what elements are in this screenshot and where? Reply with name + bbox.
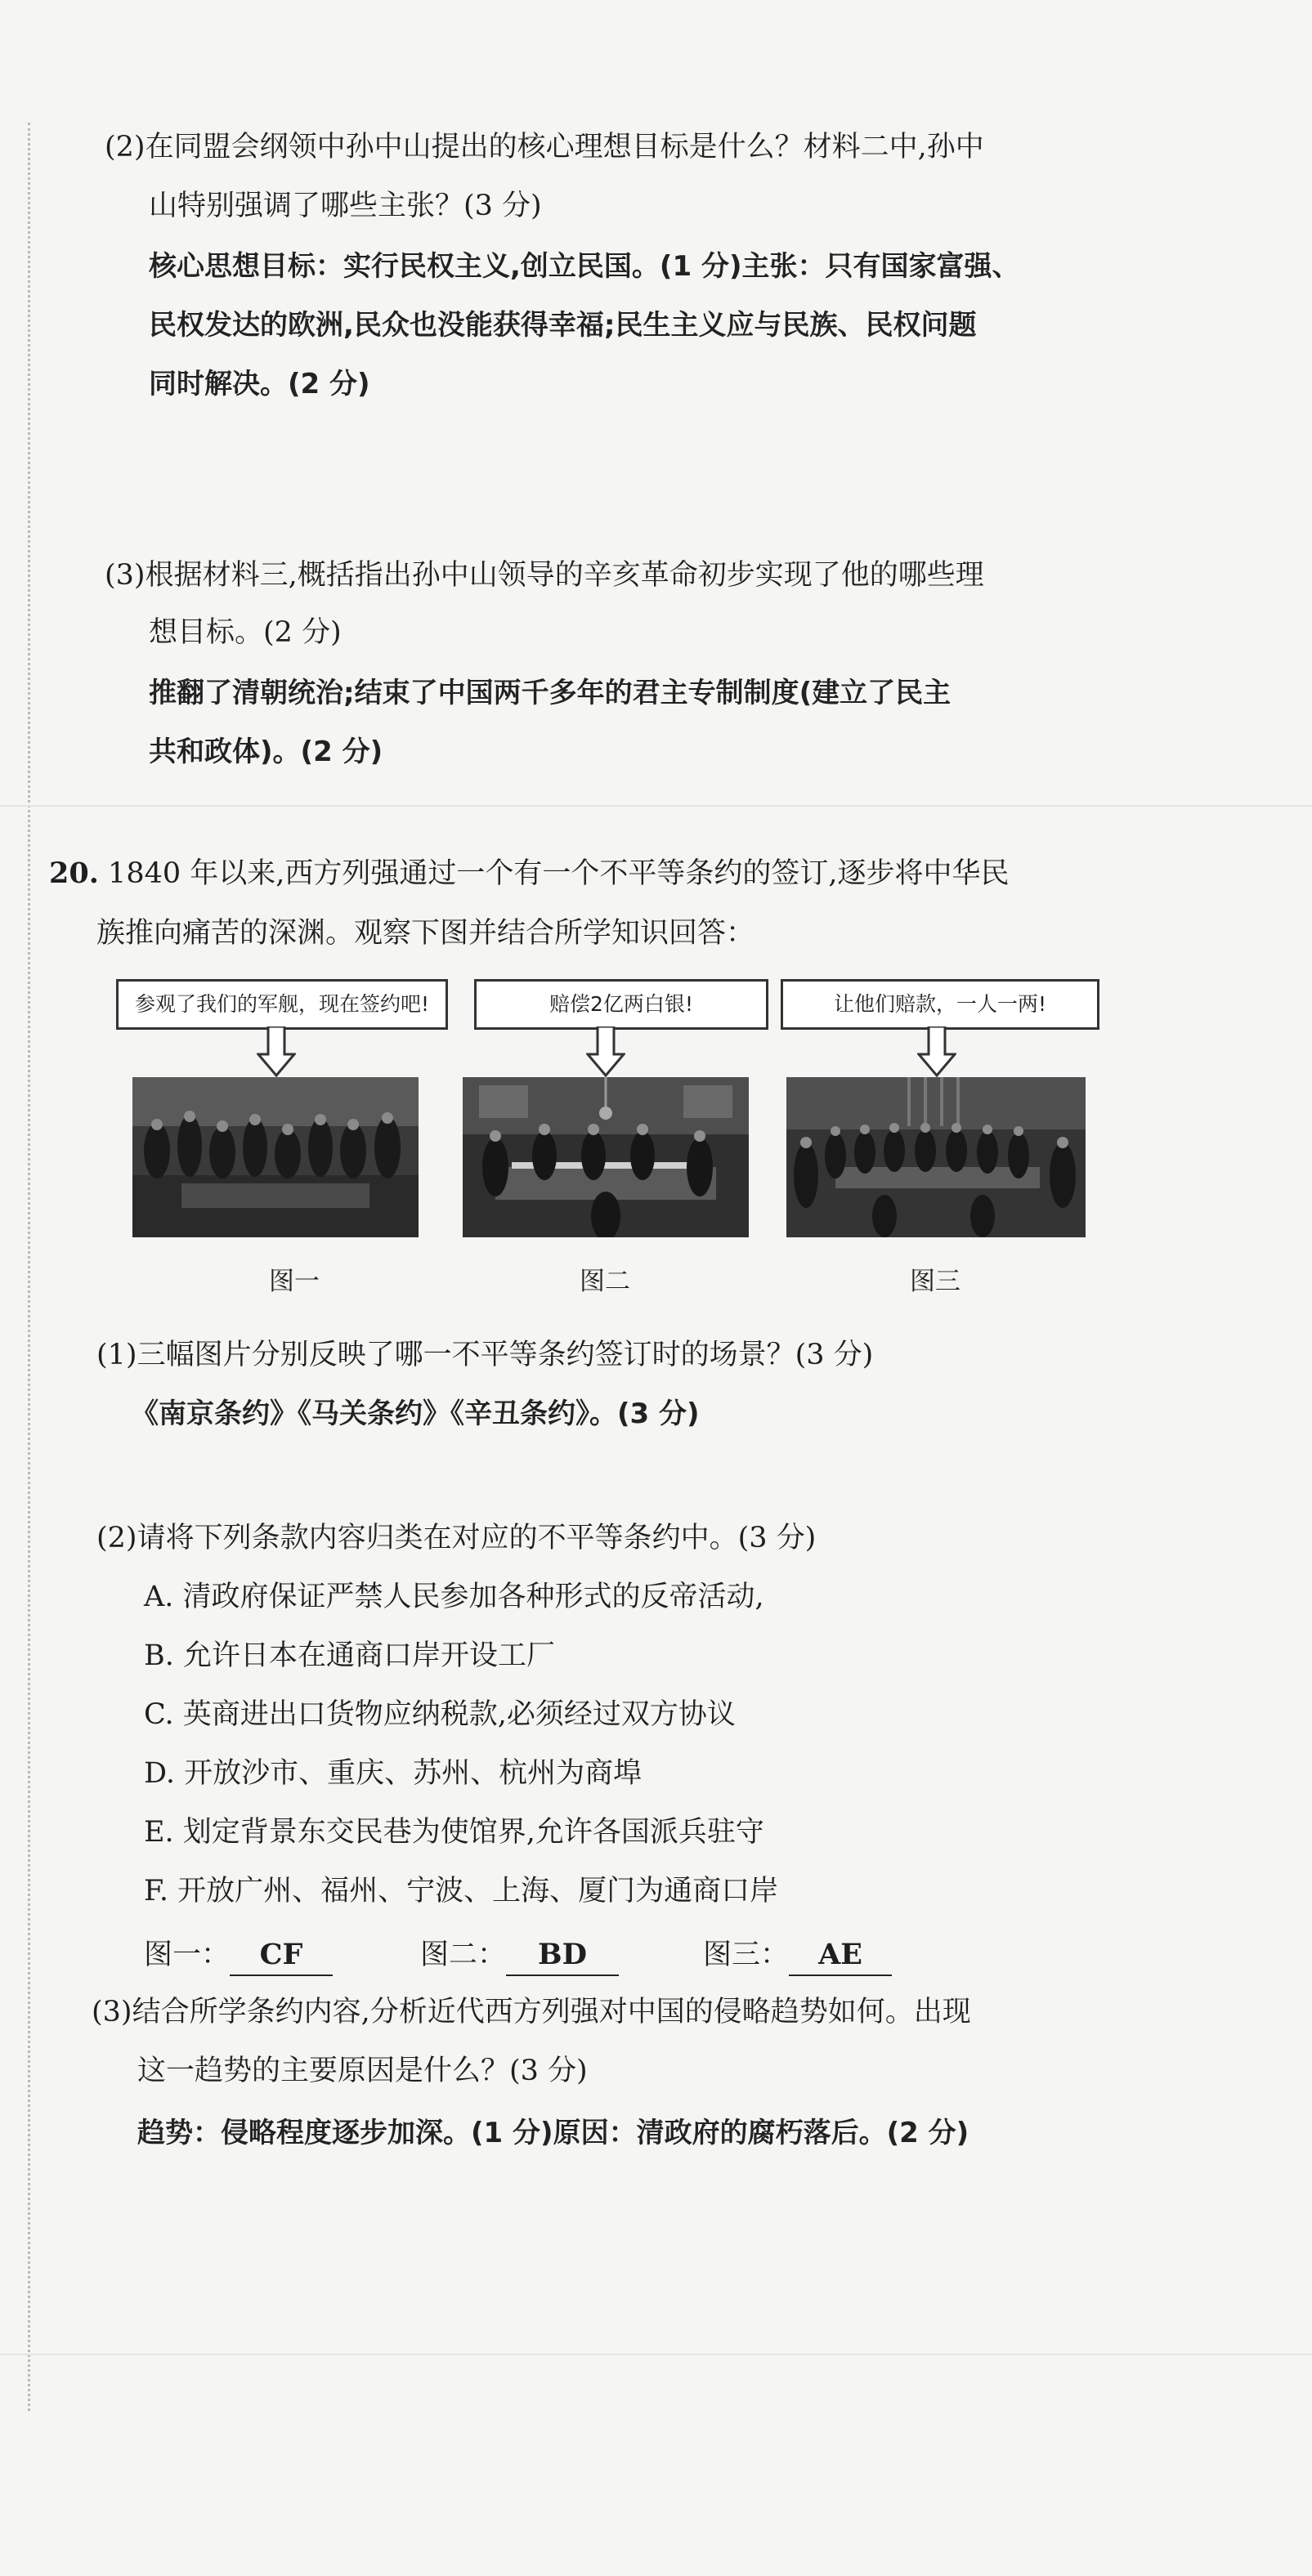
figure3-photo bbox=[786, 1077, 1086, 1237]
figure1-photo bbox=[132, 1077, 419, 1237]
fill-figure2 bbox=[420, 1935, 619, 1976]
figure3-caption: 图三 bbox=[910, 1267, 960, 1296]
page-bottom-rule bbox=[0, 2354, 1312, 2355]
section-divider bbox=[0, 805, 1312, 807]
fill-label: 图三： bbox=[703, 1939, 790, 1971]
q19-part2-answer-line3: 同时解决。(2 分) bbox=[149, 368, 370, 400]
q20-stem-text1: 1840 年以来,西方列强通过一个有一个不平等条约的签订,逐步将中华民 bbox=[108, 857, 1010, 890]
q20-stem-line2: 族推向痛苦的深渊。观察下图并结合所学知识回答： bbox=[96, 917, 755, 950]
option-c: C. 英商进出口货物应纳税款,必须经过双方协议 bbox=[144, 1698, 736, 1731]
q19-part3-question-line2: 想目标。(2 分) bbox=[149, 616, 342, 649]
figure2-caption: 图二 bbox=[580, 1267, 630, 1296]
q20-part3-question-line2: 这一趋势的主要原因是什么？(3 分) bbox=[137, 2055, 588, 2087]
fill-label: 图二： bbox=[420, 1939, 507, 1971]
fill-answer: AE bbox=[789, 1935, 892, 1976]
option-b: B. 允许日本在通商口岸开设工厂 bbox=[144, 1639, 555, 1672]
option-e: E. 划定背景东交民巷为使馆界,允许各国派兵驻守 bbox=[144, 1816, 764, 1849]
option-f: F. 开放广州、福州、宁波、上海、厦门为通商口岸 bbox=[144, 1875, 779, 1907]
q19-part2-question-line2: 山特别强调了哪些主张？(3 分) bbox=[149, 190, 542, 222]
figure1-caption: 图一 bbox=[269, 1267, 320, 1296]
figure2-speech-bubble: 赔偿2亿两白银! bbox=[474, 979, 768, 1030]
option-d: D. 开放沙市、重庆、苏州、杭州为商埠 bbox=[144, 1757, 643, 1790]
binding-margin-line bbox=[28, 123, 30, 2411]
q20-stem-line1 bbox=[49, 854, 1010, 893]
fill-figure1 bbox=[144, 1935, 333, 1976]
figure2-photo bbox=[463, 1077, 749, 1237]
q19-part2-answer-line2: 民权发达的欧洲,民众也没能获得幸福;民生主义应与民族、民权问题 bbox=[149, 309, 977, 342]
q19-part2-answer-line1: 核心思想目标：实行民权主义,创立民国。(1 分)主张：只有国家富强、 bbox=[149, 250, 1020, 283]
q20-part3-answer: 趋势：侵略程度逐步加深。(1 分)原因：清政府的腐朽落后。(2 分) bbox=[137, 2117, 969, 2149]
option-a: A. 清政府保证严禁人民参加各种形式的反帝活动, bbox=[144, 1581, 764, 1613]
q20-part1-answer: 《南京条约》《马关条约》《辛丑条约》。(3 分) bbox=[131, 1398, 700, 1430]
fill-answer: BD bbox=[506, 1935, 619, 1976]
fill-label: 图一： bbox=[144, 1939, 231, 1971]
q19-part2-question-line1: (2)在同盟会纲领中孙中山提出的核心理想目标是什么？材料二中,孙中 bbox=[105, 131, 984, 163]
q19-part3-answer-line2: 共和政体)。(2 分) bbox=[149, 736, 383, 768]
down-arrow-icon bbox=[586, 1026, 625, 1077]
down-arrow-icon bbox=[257, 1026, 296, 1077]
fill-figure3 bbox=[703, 1935, 892, 1976]
question-number: 20. bbox=[49, 856, 99, 890]
q19-part3-answer-line1: 推翻了清朝统治;结束了中国两千多年的君主专制制度(建立了民主 bbox=[149, 677, 952, 709]
fill-answer: CF bbox=[230, 1935, 333, 1976]
q20-part1-question: (1)三幅图片分别反映了哪一不平等条约签订时的场景？(3 分) bbox=[96, 1339, 874, 1371]
down-arrow-icon bbox=[917, 1026, 956, 1077]
figure1-speech-bubble: 参观了我们的军舰，现在签约吧! bbox=[116, 979, 448, 1030]
q20-part2-question: (2)请将下列条款内容归类在对应的不平等条约中。(3 分) bbox=[96, 1522, 817, 1554]
q19-part3-question-line1: (3)根据材料三,概括指出孙中山领导的辛亥革命初步实现了他的哪些理 bbox=[105, 559, 984, 592]
figure3-speech-bubble: 让他们赔款，一人一两! bbox=[781, 979, 1099, 1030]
q20-part3-question-line1: (3)结合所学条约内容,分析近代西方列强对中国的侵略趋势如何。出现 bbox=[92, 1996, 971, 2028]
